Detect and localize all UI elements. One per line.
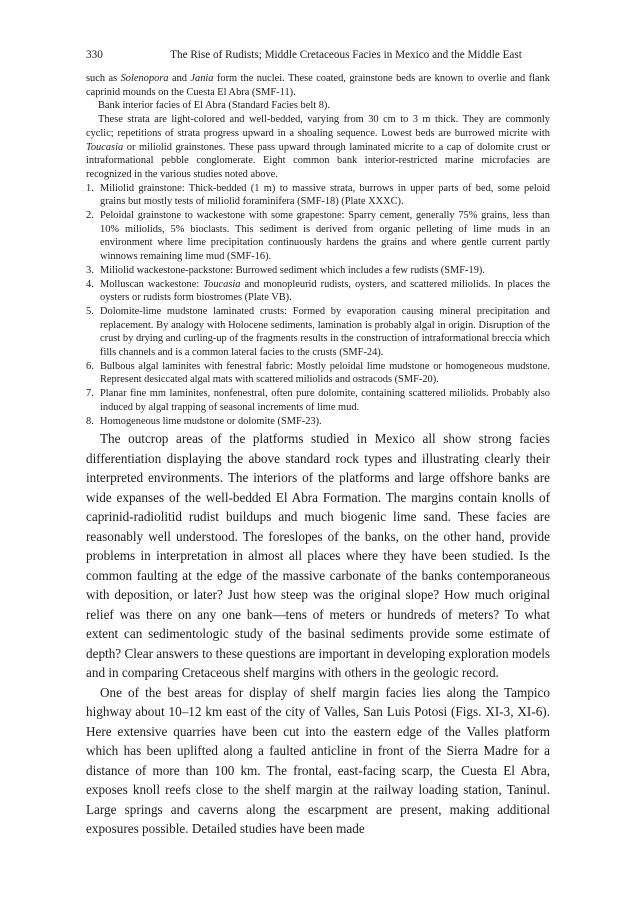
italic-genus: Toucasia	[203, 278, 241, 290]
body-text	[86, 429, 550, 839]
list-item: 8. Homogeneous lime mudstone or dolomite (SMF-23).	[86, 415, 322, 427]
italic-genus: Toucasia	[86, 141, 124, 153]
body-paragraph: One of the best areas for display of shelf margin facies lies along the Tampico highway about 10–12 km east of the city of Valles, San Luis Potosi (Figs. XI-3, XI-6). Here extensive quarries have been cut into the eastern edge of the Valles platform which has been uplifted along a faulted anticline in front of the Sierra Madre for a distance of more than 100 km. The frontal, east-facing scarp, the Cuesta El Abra, exposes knoll reefs close to the shelf margin at the railway loading station, Taninul. Large springs and caverns along the escarpment are present, making additional exposures possible. Detailed studies have been made	[86, 684, 550, 837]
facies-list	[86, 182, 550, 429]
page-header	[86, 48, 550, 62]
italic-genus: Jania	[190, 73, 214, 84]
list-item: 1. Miliolid grainstone: Thick-bedded (1 m) to massive strata, burrows in upper parts of bed, some peloid grains but mostly tests of miliolid foraminifera (SMF-18) (Plate XXXC).	[86, 182, 550, 208]
intro-paragraph: such as Solenopora and Jania form the nuclei. These coated, grainstone beds are known to overlie and flank caprinid mounds on the Cuesta El Abra (SMF-11).	[86, 73, 551, 98]
list-item: 4. Molluscan wackestone: Toucasia and monopleurid rudists, oysters, and scattered miliolids. In places the oysters or rudists form biostromes (Plate VB).	[86, 278, 550, 304]
page-number: 330	[86, 49, 103, 61]
list-item: 5. Dolomite-lime mudstone laminated crusts: Formed by evaporation causing mineral precipitation and replacement. By analogy with Holocene sediments, lamination is probably algal in origin. Disruption of the crust by drying and curling-up of the fragments results in the construction of intraformational breccia which fills channels and is a common lateral facies to the crusts (SMF-24).	[86, 305, 550, 359]
italic-genus: Solenopora	[120, 73, 169, 84]
book-page	[86, 48, 550, 839]
list-item: 6. Bulbous algal laminites with fenestral fabric: Mostly peloidal lime mudstone or homogeneous mudstone. Represent desiccated algal mats with scattered miliolids and ostracods (SMF-20).	[86, 360, 550, 386]
list-item: 2. Peloidal grainstone to wackestone with some grapestone: Sparry cement, generally 75% grains, less than 10% miliolids, 5% bioclasts. This sediment is derived from organic pelleting of lime muds in an environment where lime precipitation continuously hardens the grains and where gentle current partly winnows remaining lime mud (SMF-16).	[86, 210, 550, 263]
bank-paragraph: These strata are light-colored and well-bedded, varying from 30 cm to 3 m thick. They are commonly cyclic; repetitions of strata progress upward in a shoaling sequence. Lowest beds are burrowed micrite with Toucasia or miliolid grainstones. These pass upward through laminated micrite to a cap of dolomite crust or intraformational pebble conglomerate. Eight common bank interior-restricted marine microfacies are recognized in the various studies noted above.	[86, 114, 550, 180]
running-title: The Rise of Rudists; Middle Cretaceous Facies in Mexico and the Middle East	[170, 49, 522, 61]
small-print-section	[86, 72, 550, 428]
body-paragraph: The outcrop areas of the platforms studied in Mexico all show strong facies differentiation displaying the above standard rock types and illustrating clearly their interpreted environments. The interiors of the platforms and large offshore banks are wide expanses of the well-bedded El Abra Formation. The margins contain knolls of caprinid-radiolitid rudist buildups and much biogenic lime sand. These facies are reasonably well understood. The foreslopes of the banks, on the other hand, provide problems in interpretation in almost all places where they have been studied. Is the common faulting at the edge of the massive carbonate of the banks contemporaneous with deposition, or later? Just how steep was the original slope? How much original relief was there on any one bank—tens of meters or hundreds of meters? To what extent can sedimentologic study of the basinal sediments provide some estimate of depth? Clear answers to these questions are important in developing exploration models and in comparing Cretaceous shelf margins with others in the geologic record.	[86, 431, 551, 681]
section-heading: Bank interior facies of El Abra (Standard Facies belt 8).	[98, 100, 330, 112]
list-item: 7. Planar fine mm laminites, nonfenestral, often pure dolomite, containing scattered miliolids. Probably also induced by algal trapping of seasonal increments of lime mud.	[86, 388, 550, 413]
list-item: 3. Miliolid wackestone-packstone: Burrowed sediment which includes a few rudists (SMF-19).	[86, 264, 485, 276]
